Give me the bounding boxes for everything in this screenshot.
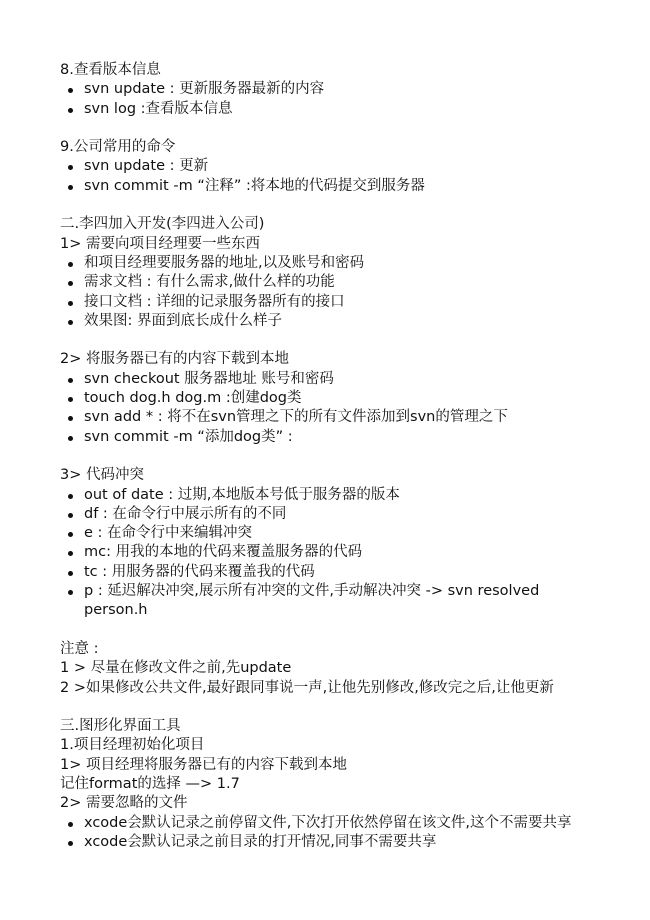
list-item: df : 在命令行中展示所有的不同 <box>60 505 650 524</box>
list-item: 和项目经理要服务器的地址,以及账号和密码 <box>60 254 650 273</box>
list-item: xcode会默认记录之前目录的打开情况,同事不需要共享 <box>60 833 650 852</box>
list-item: p : 延迟解决冲突,展示所有冲突的文件,手动解决冲突 -> svn resolved person.h <box>60 582 650 621</box>
section-3-line: 记住format的选择 —> 1.7 <box>60 775 240 792</box>
list-item: touch dog.h dog.m :创建dog类 <box>60 389 650 408</box>
list-item: 需求文档 : 有什么需求,做什么样的功能 <box>60 273 650 292</box>
note-line: 2 >如果修改公共文件,最好跟同事说一声,让他先别修改,修改完之后,让他更新 <box>60 679 554 696</box>
subsection-3-list <box>60 486 650 621</box>
spacer <box>60 331 650 350</box>
section-3-subtitle: 1.项目经理初始化项目 <box>60 737 205 754</box>
list-item: e : 在命令行中来编辑冲突 <box>60 524 650 543</box>
section-3-title: 三.图形化界面工具 <box>60 718 181 735</box>
list-item: svn commit -m “添加dog类” : <box>60 428 650 447</box>
list-item: xcode会默认记录之前停留文件,下次打开依然停留在该文件,这个不需要共享 <box>60 814 650 833</box>
subsection-1-title: 1> 需要向项目经理要一些东西 <box>60 235 260 252</box>
section-8-title: 8.查看版本信息 <box>60 62 161 78</box>
spacer <box>60 447 650 466</box>
subsection-3-title: 3> 代码冲突 <box>60 467 144 484</box>
list-item: out of date : 过期,本地版本号低于服务器的版本 <box>60 486 650 505</box>
list-item: mc: 用我的本地的代码来覆盖服务器的代码 <box>60 543 650 562</box>
list-item: svn log :查看版本信息 <box>60 100 650 119</box>
section-3-line: 1> 项目经理将服务器已有的内容下载到本地 <box>60 756 347 773</box>
list-item: 效果图: 界面到底长成什么样子 <box>60 312 650 331</box>
subsection-2-list <box>60 370 650 447</box>
spacer <box>60 621 650 640</box>
section-3-line: 2> 需要忽略的文件 <box>60 795 188 812</box>
section-9-title: 9.公司常用的命令 <box>60 139 176 156</box>
section-8-list <box>60 80 650 119</box>
section-9-list <box>60 157 650 196</box>
section-3-list <box>60 814 650 853</box>
list-item: svn add * : 将不在svn管理之下的所有文件添加到svn的管理之下 <box>60 408 650 427</box>
note-title: 注意 : <box>60 640 99 657</box>
list-item: svn commit -m “注释” :将本地的代码提交到服务器 <box>60 177 650 196</box>
spacer <box>60 698 650 717</box>
section-2-title: 二.李四加入开发(李四进入公司) <box>60 216 265 233</box>
note-line: 1 > 尽量在修改文件之前,先update <box>60 660 292 677</box>
list-item: svn update : 更新服务器最新的内容 <box>60 80 650 99</box>
list-item: svn checkout 服务器地址 账号和密码 <box>60 370 650 389</box>
spacer <box>60 119 650 138</box>
subsection-1-list <box>60 254 650 331</box>
list-item: svn update : 更新 <box>60 157 650 176</box>
spacer <box>60 196 650 215</box>
list-item: tc : 用服务器的代码来覆盖我的代码 <box>60 563 650 582</box>
list-item: 接口文档 : 详细的记录服务器所有的接口 <box>60 293 650 312</box>
subsection-2-title: 2> 将服务器已有的内容下载到本地 <box>60 351 289 368</box>
